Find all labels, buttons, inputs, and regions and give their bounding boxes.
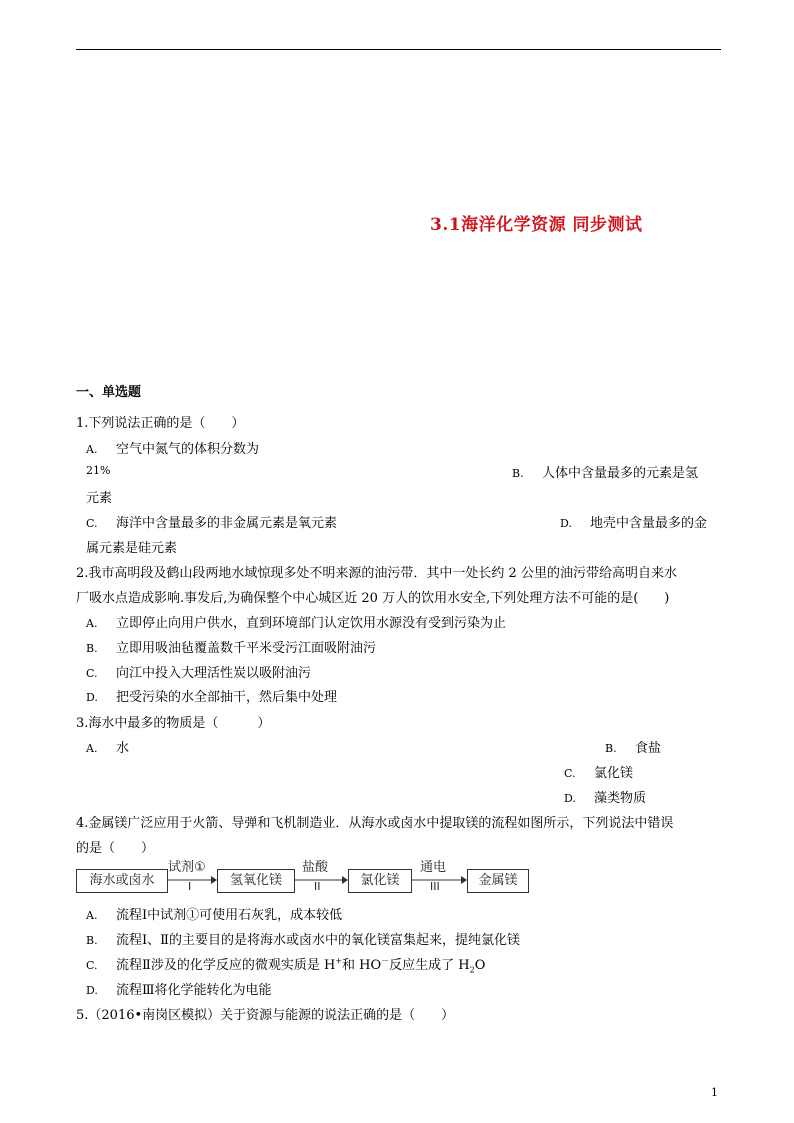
q4-option-a [86, 904, 342, 923]
flow-box-magnesium-metal: 金属镁 [467, 869, 529, 893]
q1-option-d [560, 512, 707, 531]
option-label: A. [86, 909, 98, 922]
option-text: 食盐 [635, 741, 662, 756]
section-heading: 一、单选题 [76, 385, 142, 400]
option-label: B. [512, 467, 524, 480]
option-label: D. [560, 517, 572, 530]
flow-arrow-2-step: II [314, 880, 321, 893]
question-1-stem: 1.下列说法正确的是（ ） [76, 416, 245, 431]
option-label: D. [86, 691, 98, 704]
q1-option-b [512, 462, 698, 481]
option-text: 流程Ⅱ涉及的化学反应的微观实质是 H [116, 958, 336, 973]
option-text: 流程Ⅰ中试剂①可使用石灰乳，成本较低 [116, 908, 343, 923]
q2-option-a [86, 612, 506, 631]
flow-arrow-3-condition: 通电 [420, 860, 447, 875]
option-label: D. [564, 792, 576, 805]
header-rule [76, 49, 721, 50]
q4-option-d [86, 979, 272, 998]
flow-box-magnesium-hydroxide: 氢氧化镁 [217, 869, 295, 893]
flow-arrow-1-reagent: 试剂① [168, 860, 206, 875]
superscript-plus: + [335, 956, 343, 966]
q1-option-a-cont: 21% [86, 464, 111, 477]
q3-option-d [564, 787, 646, 806]
option-label: B. [86, 642, 98, 655]
question-5-stem: 5.（2016•南岗区模拟）关于资源与能源的说法正确的是（ ） [76, 1008, 455, 1023]
q3-option-a [86, 737, 129, 756]
question-2-stem-line-1: 2.我市高明段及鹤山段两地水域惊现多处不明来源的油污带．其中一处长约 2 公里的油污带给高明自来水 [76, 566, 677, 581]
option-text: 立即停止向用户供水，直到环境部门认定饮用水源没有受到污染为止 [116, 616, 507, 631]
option-label: C. [86, 517, 98, 530]
question-4-stem-line-1: 4.金属镁广泛应用于火箭、导弹和飞机制造业．从海水或卤水中提取镁的流程如图所示，下列说法中错误 [76, 816, 674, 831]
superscript-minus: － [381, 956, 390, 966]
q1-option-b-cont: 元素 [86, 491, 113, 506]
option-label: A. [86, 742, 98, 755]
q3-option-c [564, 762, 633, 781]
magnesium-extraction-flowchart [76, 860, 536, 900]
option-text: O [474, 958, 486, 973]
option-text: 和 HO [342, 958, 382, 973]
q1-option-a [86, 438, 259, 457]
option-label: C. [564, 767, 576, 780]
flow-arrow-1-step: I [188, 880, 192, 893]
flow-arrow-2-reagent: 盐酸 [302, 860, 329, 875]
option-text: 氯化镁 [594, 766, 634, 781]
q2-option-c [86, 662, 311, 681]
option-label: C. [86, 667, 98, 680]
option-label: A. [86, 443, 98, 456]
option-text: 水 [116, 741, 130, 756]
option-text: 人体中含量最多的元素是氢 [542, 466, 699, 481]
option-label: D. [86, 984, 98, 997]
q4-option-c [86, 954, 485, 975]
question-3-stem: 3.海水中最多的物质是（ ） [76, 716, 271, 731]
q2-option-d [86, 686, 337, 705]
flow-box-magnesium-chloride: 氯化镁 [348, 869, 412, 893]
subscript-2: 2 [469, 965, 475, 975]
option-text: 流程Ⅰ、Ⅱ的主要目的是将海水或卤水中的氧化镁富集起来，提纯氯化镁 [116, 933, 520, 948]
option-label: B. [605, 742, 617, 755]
q1-option-c [86, 512, 337, 531]
option-label: B. [86, 934, 98, 947]
option-text: 流程Ⅲ将化学能转化为电能 [116, 983, 272, 998]
option-text: 海洋中含量最多的非金属元素是氧元素 [116, 516, 338, 531]
option-label: C. [86, 959, 98, 972]
q4-option-b [86, 929, 520, 948]
question-4-stem-line-2: 的是（ ） [76, 841, 155, 856]
document-title: 3.1海洋化学资源 同步测试 [430, 215, 643, 235]
q3-option-b [605, 737, 661, 756]
question-2-stem-line-2: 厂吸水点造成影响.事发后,为确保整个中心城区近 20 万人的饮用水安全,下列处理方法不可能的是( ) [76, 591, 670, 606]
option-text: 藻类物质 [594, 791, 647, 806]
option-text: 空气中氮气的体积分数为 [116, 442, 260, 457]
q1-option-d-cont: 属元素是硅元素 [86, 541, 178, 556]
option-text: 反应生成了 H [389, 958, 470, 973]
flow-box-seawater: 海水或卤水 [76, 869, 168, 893]
option-text: 立即用吸油毡覆盖数千平米受污江面吸附油污 [116, 641, 377, 656]
option-text: 向江中投入大理活性炭以吸附油污 [116, 666, 312, 681]
option-text: 地壳中含量最多的金 [590, 516, 708, 531]
option-label: A. [86, 617, 98, 630]
option-text: 把受污染的水全部抽干，然后集中处理 [116, 690, 338, 705]
q2-option-b [86, 637, 376, 656]
page-number: 1 [711, 1086, 718, 1099]
flow-arrow-3-step: III [430, 880, 440, 893]
